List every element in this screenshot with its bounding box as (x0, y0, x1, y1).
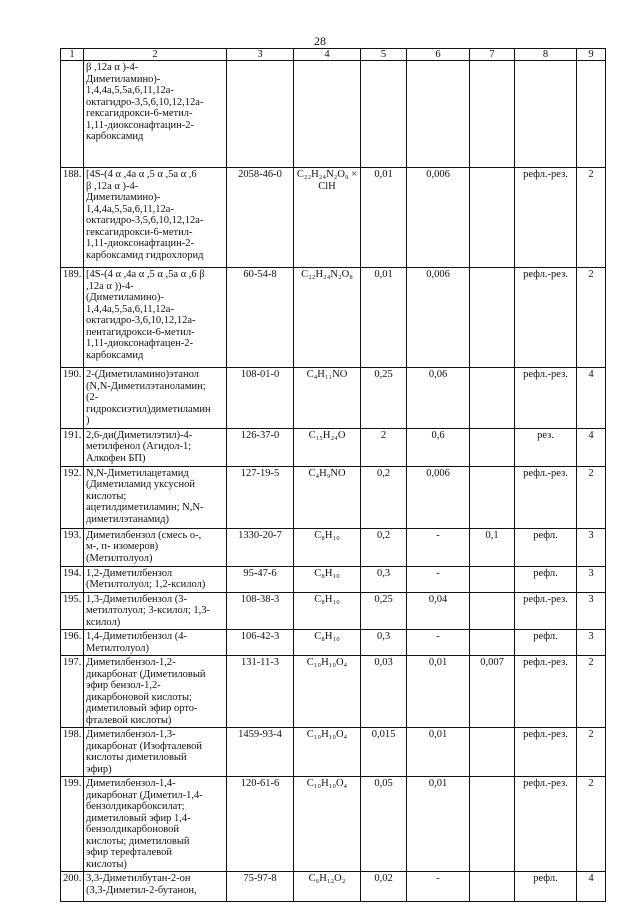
chemical-formula: C₁₀H₁₀O₄ (294, 656, 361, 728)
cas-number: 60-54-8 (227, 268, 294, 368)
value-col-6: 0,01 (407, 777, 470, 872)
value-col-5: 0,01 (361, 268, 407, 368)
table-row (61, 777, 606, 872)
value-col-7 (470, 268, 515, 368)
table-row (61, 168, 606, 268)
chemical-formula: C₂₂H₂₄N₂O₈ (294, 268, 361, 368)
page-number: 28 (314, 34, 326, 48)
value-col-6: 0,04 (407, 592, 470, 630)
hazard-class: 2 (577, 777, 606, 872)
substance-name: Диметилбензол-1,3- дикарбонат (Изофталевой кислоты диметиловый эфир) (84, 728, 227, 777)
value-col-7 (470, 728, 515, 777)
value-col-7 (470, 872, 515, 902)
substance-name: Диметилбензол-1,2- дикарбонат (Диметиловый эфир бензол-1,2- дикарбоновой кислоты; диметиловый эфир орто- фталевой кислоты) (84, 656, 227, 728)
value-col-5 (361, 61, 407, 168)
chemical-formula: C₄H₁₁NO (294, 368, 361, 429)
value-col-7 (470, 168, 515, 268)
chemical-formula: C₁₅H₂₄O (294, 428, 361, 466)
row-number: 191. (61, 428, 84, 466)
value-col-5: 0,01 (361, 168, 407, 268)
aggregate-state: рефл. (515, 566, 577, 592)
value-col-6: 0,006 (407, 168, 470, 268)
hazard-class (577, 61, 606, 168)
aggregate-state: рефл. (515, 630, 577, 656)
value-col-5: 0,2 (361, 528, 407, 566)
column-header-8: 8 (515, 49, 577, 61)
aggregate-state: рефл.-рез. (515, 368, 577, 429)
cas-number: 75-97-8 (227, 872, 294, 902)
table-body (61, 61, 606, 902)
header-row (61, 49, 606, 61)
aggregate-state: рефл. (515, 872, 577, 902)
value-col-6: 0,006 (407, 466, 470, 528)
substance-name: 1,2-Диметилбензол (Метилтолуол; 1,2-ксилол) (84, 566, 227, 592)
substance-name: [4S-(4 α ,4a α ,5 α ,5a α ,6 β ,12a α ))-4- (Диметиламино)- 1,4,4a,5,5a,6,11,12a- октагидро-3,6,10,12,12a- пентагидрокси-6-метил- 1,11-диоксонафтацен-2- карбоксамид (84, 268, 227, 368)
substance-name: [4S-(4 α ,4a α ,5 α ,5a α ,6 β ,12a α )-4- Диметиламино)- 1,4,4a,5,5a,6,11,12a- октагидро-3,5,6,10,12,12a- гексагидрокси-6-метил- 1,11-диоксонафтацин-2- карбоксамид гидрохлорид (84, 168, 227, 268)
table-row (61, 528, 606, 566)
column-header-9: 9 (577, 49, 606, 61)
cas-number: 106-42-3 (227, 630, 294, 656)
row-number: 195. (61, 592, 84, 630)
row-number: 197. (61, 656, 84, 728)
cas-number: 95-47-6 (227, 566, 294, 592)
row-number: 194. (61, 566, 84, 592)
aggregate-state: рефл. (515, 528, 577, 566)
table-row (61, 466, 606, 528)
cas-number (227, 61, 294, 168)
row-number: 199. (61, 777, 84, 872)
value-col-7: 0,007 (470, 656, 515, 728)
hazard-class: 2 (577, 656, 606, 728)
cas-number: 131-11-3 (227, 656, 294, 728)
cas-number: 127-19-5 (227, 466, 294, 528)
chemical-formula: C₁₀H₁₀O₄ (294, 777, 361, 872)
column-header-1: 1 (61, 49, 84, 61)
cas-number: 108-38-3 (227, 592, 294, 630)
substance-name: Диметилбензол-1,4- дикарбонат (Диметил-1,4- бензолдикарбоксилат; диметиловый эфир 1,4- бензолдикарбоновой кислоты; диметиловый эфир терефталевой кислоты) (84, 777, 227, 872)
row-number: 189. (61, 268, 84, 368)
value-col-5: 0,02 (361, 872, 407, 902)
table-row (61, 61, 606, 168)
value-col-5: 0,3 (361, 630, 407, 656)
value-col-7 (470, 466, 515, 528)
row-number: 198. (61, 728, 84, 777)
value-col-7 (470, 630, 515, 656)
value-col-6: 0,01 (407, 728, 470, 777)
value-col-6: 0,01 (407, 656, 470, 728)
substance-name: 2-(Диметиламино)этанол (N,N-Диметилэтаноламин; (2- гидроксиэтил)диметиламин ) (84, 368, 227, 429)
value-col-6: - (407, 566, 470, 592)
column-header-5: 5 (361, 49, 407, 61)
hazard-class: 4 (577, 428, 606, 466)
table-row (61, 630, 606, 656)
table-row (61, 566, 606, 592)
value-col-6: 0,6 (407, 428, 470, 466)
table-row (61, 872, 606, 902)
value-col-5: 0,015 (361, 728, 407, 777)
value-col-6 (407, 61, 470, 168)
value-col-5: 0,25 (361, 368, 407, 429)
cas-number: 108-01-0 (227, 368, 294, 429)
value-col-6: - (407, 528, 470, 566)
row-number: 190. (61, 368, 84, 429)
aggregate-state: рефл.-рез. (515, 592, 577, 630)
value-col-7 (470, 61, 515, 168)
hazard-class: 2 (577, 466, 606, 528)
substance-name: N,N-Диметилацетамид (Диметиламид уксусной кислоты; ацетилдиметиламин; N,N- диметилэтанамид) (84, 466, 227, 528)
chemical-formula (294, 61, 361, 168)
chemical-formula: C₈H₁₀ (294, 592, 361, 630)
value-col-7 (470, 566, 515, 592)
substance-name: 1,4-Диметилбензол (4- Метилтолуол) (84, 630, 227, 656)
value-col-5: 0,2 (361, 466, 407, 528)
column-header-2: 2 (84, 49, 227, 61)
chemical-formula: C₄H₉NO (294, 466, 361, 528)
substance-name: 1,3-Диметилбензол (3- метилтолуол; 3-ксилол; 1,3- ксилол) (84, 592, 227, 630)
hazard-class: 4 (577, 872, 606, 902)
chemical-formula: C₈H₁₀ (294, 630, 361, 656)
chemical-formula: C₁₀H₁₀O₄ (294, 728, 361, 777)
substance-table (60, 48, 606, 902)
value-col-5: 0,05 (361, 777, 407, 872)
value-col-5: 2 (361, 428, 407, 466)
table-row (61, 592, 606, 630)
column-header-3: 3 (227, 49, 294, 61)
hazard-class: 2 (577, 728, 606, 777)
value-col-7 (470, 428, 515, 466)
cas-number: 120-61-6 (227, 777, 294, 872)
substance-name: 2,6-ди(Диметилэтил)-4- метилфенол (Агидол-1; Алкофен БП) (84, 428, 227, 466)
row-number: 196. (61, 630, 84, 656)
column-header-6: 6 (407, 49, 470, 61)
value-col-5: 0,3 (361, 566, 407, 592)
hazard-class: 3 (577, 528, 606, 566)
table-row (61, 428, 606, 466)
value-col-7: 0,1 (470, 528, 515, 566)
aggregate-state: рефл.-рез. (515, 168, 577, 268)
cas-number: 1459-93-4 (227, 728, 294, 777)
hazard-class: 2 (577, 168, 606, 268)
column-header-7: 7 (470, 49, 515, 61)
aggregate-state: рефл.-рез. (515, 466, 577, 528)
aggregate-state: рефл.-рез. (515, 268, 577, 368)
row-number: 193. (61, 528, 84, 566)
substance-name: 3,3-Диметилбутан-2-он (3,3-Диметил-2-бутанон, (84, 872, 227, 902)
hazard-class: 2 (577, 268, 606, 368)
aggregate-state: рефл.-рез. (515, 656, 577, 728)
row-number: 200. (61, 872, 84, 902)
value-col-6: 0,06 (407, 368, 470, 429)
chemical-formula: C₆H₁₂O₂ (294, 872, 361, 902)
hazard-class: 3 (577, 630, 606, 656)
value-col-7 (470, 777, 515, 872)
row-number (61, 61, 84, 168)
table-row (61, 656, 606, 728)
substance-name: Диметилбензол (смесь о-, м-, п- изомеров) (Метилтолуол) (84, 528, 227, 566)
value-col-6: - (407, 872, 470, 902)
chemical-formula: C₂₂H₂₄N₂O₉ × ClH (294, 168, 361, 268)
table-row (61, 368, 606, 429)
value-col-7 (470, 368, 515, 429)
value-col-6: 0,006 (407, 268, 470, 368)
chemical-formula: C₈H₁₀ (294, 566, 361, 592)
value-col-5: 0,25 (361, 592, 407, 630)
value-col-5: 0,03 (361, 656, 407, 728)
column-header-4: 4 (294, 49, 361, 61)
value-col-6: - (407, 630, 470, 656)
aggregate-state: рефл.-рез. (515, 777, 577, 872)
substance-name: β ,12a α )-4- Диметиламино)- 1,4,4a,5,5a,6,11,12a- октагидро-3,5,6,10,12,12a- гексагидрокси-6-метил- 1,11-диоксонафтацин-2- карбоксамид (84, 61, 227, 168)
aggregate-state: рефл.-рез. (515, 728, 577, 777)
value-col-7 (470, 592, 515, 630)
aggregate-state (515, 61, 577, 168)
cas-number: 126-37-0 (227, 428, 294, 466)
cas-number: 1330-20-7 (227, 528, 294, 566)
aggregate-state: рез. (515, 428, 577, 466)
row-number: 188. (61, 168, 84, 268)
table-row (61, 268, 606, 368)
hazard-class: 3 (577, 566, 606, 592)
hazard-class: 4 (577, 368, 606, 429)
hazard-class: 3 (577, 592, 606, 630)
chemical-formula: C₈H₁₀ (294, 528, 361, 566)
table-row (61, 728, 606, 777)
cas-number: 2058-46-0 (227, 168, 294, 268)
row-number: 192. (61, 466, 84, 528)
